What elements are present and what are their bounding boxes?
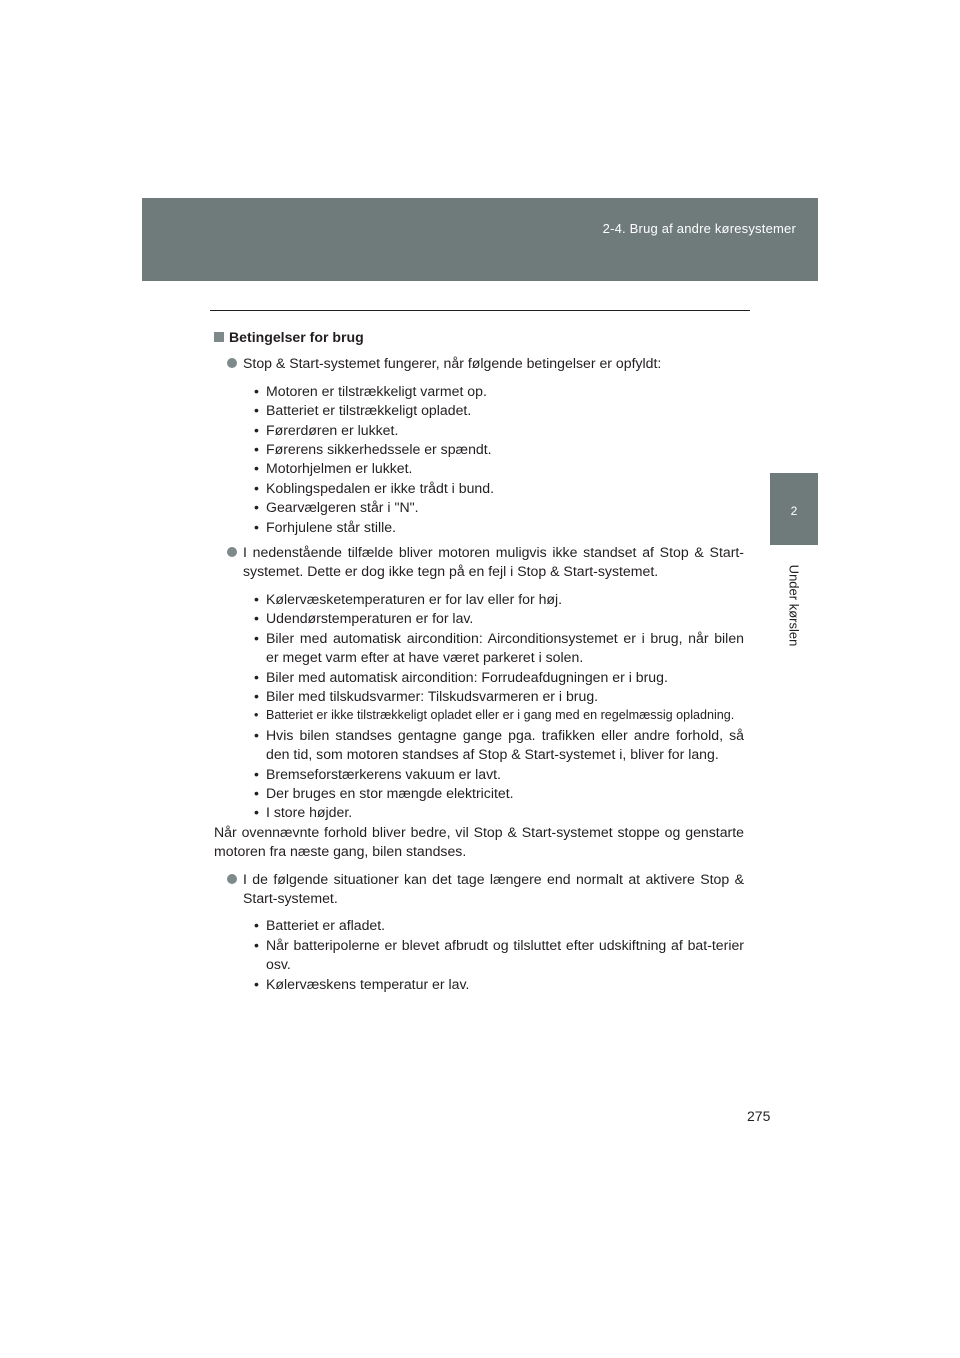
list-item: • Kølervæsketemperaturen er for lav eller for høj. [254, 590, 744, 609]
list-item: • Batteriet er ikke tilstrækkeligt opladet eller er i gang med en regelmæssig opladning. [254, 706, 744, 725]
circle-bullet-icon [227, 874, 237, 884]
bullet-list [214, 916, 744, 994]
list-item: • Forhjulene står stille. [254, 518, 744, 537]
list-item: • Biler med automatisk aircondition: Forrudeafdugningen er i brug. [254, 668, 744, 687]
list-item: • Hvis bilen standses gentagne gange pga. trafikken eller andre forhold, så den tid, som motoren standses af Stop & Start-systemet i, bliver for lang. [254, 726, 744, 765]
paragraph-text: I de følgende situationer kan det tage længere end normalt at aktivere Stop & Start-systemet. [243, 870, 744, 906]
list-item: • Motoren er tilstrækkeligt varmet op. [254, 382, 744, 401]
paragraph-text: Stop & Start-systemet fungerer, når følgende betingelser er opfyldt: [243, 355, 662, 372]
list-item: • Førerdøren er lukket. [254, 421, 744, 440]
list-item: • Biler med tilskudsvarmer: Tilskudsvarmeren er i brug. [254, 687, 744, 706]
bullet-list [214, 590, 744, 823]
list-item: • Biler med automatisk aircondition: Airconditionsystemet er i brug, når bilen er meget varm efter at have været parkeret i solen. [254, 629, 744, 668]
circle-bullet-icon [227, 358, 237, 368]
page-content [214, 328, 744, 994]
chapter-tab [770, 473, 818, 545]
circle-bullet-paragraph [214, 354, 744, 373]
paragraph-text: I nedenstående tilfælde bliver motoren muligvis ikke standset af Stop & Start-systemet. Dette er dog ikke tegn på en fejl i Stop & Start-systemet. [243, 544, 744, 580]
circle-bullet-paragraph [214, 870, 744, 909]
chapter-label: Under kørslen [786, 564, 802, 647]
section-heading [214, 328, 744, 347]
section-heading-text: Betingelser for brug [229, 329, 364, 345]
page-number: 275 [747, 1108, 771, 1124]
list-item: • Motorhjelmen er lukket. [254, 459, 744, 478]
list-item: • Gearvælgeren står i "N". [254, 498, 744, 517]
list-item: • I store højder. [254, 803, 744, 822]
circle-bullet-icon [227, 547, 237, 557]
chapter-number: 2 [790, 504, 798, 518]
list-item: • Kølervæskens temperatur er lav. [254, 975, 744, 994]
section-title: 2-4. Brug af andre køresystemer [602, 221, 796, 236]
list-item: • Bremseforstærkerens vakuum er lavt. [254, 765, 744, 784]
square-bullet-icon [214, 332, 224, 342]
list-item: • Batteriet er afladet. [254, 916, 744, 935]
list-item: • Batteriet er tilstrækkeligt opladet. [254, 401, 744, 420]
list-item: • Koblingspedalen er ikke trådt i bund. [254, 479, 744, 498]
top-rule [210, 310, 750, 311]
list-item: • Der bruges en stor mængde elektricitet. [254, 784, 744, 803]
list-item: • Førerens sikkerhedssele er spændt. [254, 440, 744, 459]
circle-bullet-paragraph [214, 543, 744, 582]
note-paragraph: Når ovennævnte forhold bliver bedre, vil Stop & Start-systemet stoppe og genstarte motoren fra næste gang, bilen standses. [214, 823, 744, 860]
header-band [142, 198, 818, 281]
list-item: • Når batteripolerne er blevet afbrudt og tilsluttet efter udskiftning af bat-terier osv. [254, 936, 744, 975]
bullet-list [214, 382, 744, 537]
list-item: • Udendørstemperaturen er for lav. [254, 609, 744, 628]
